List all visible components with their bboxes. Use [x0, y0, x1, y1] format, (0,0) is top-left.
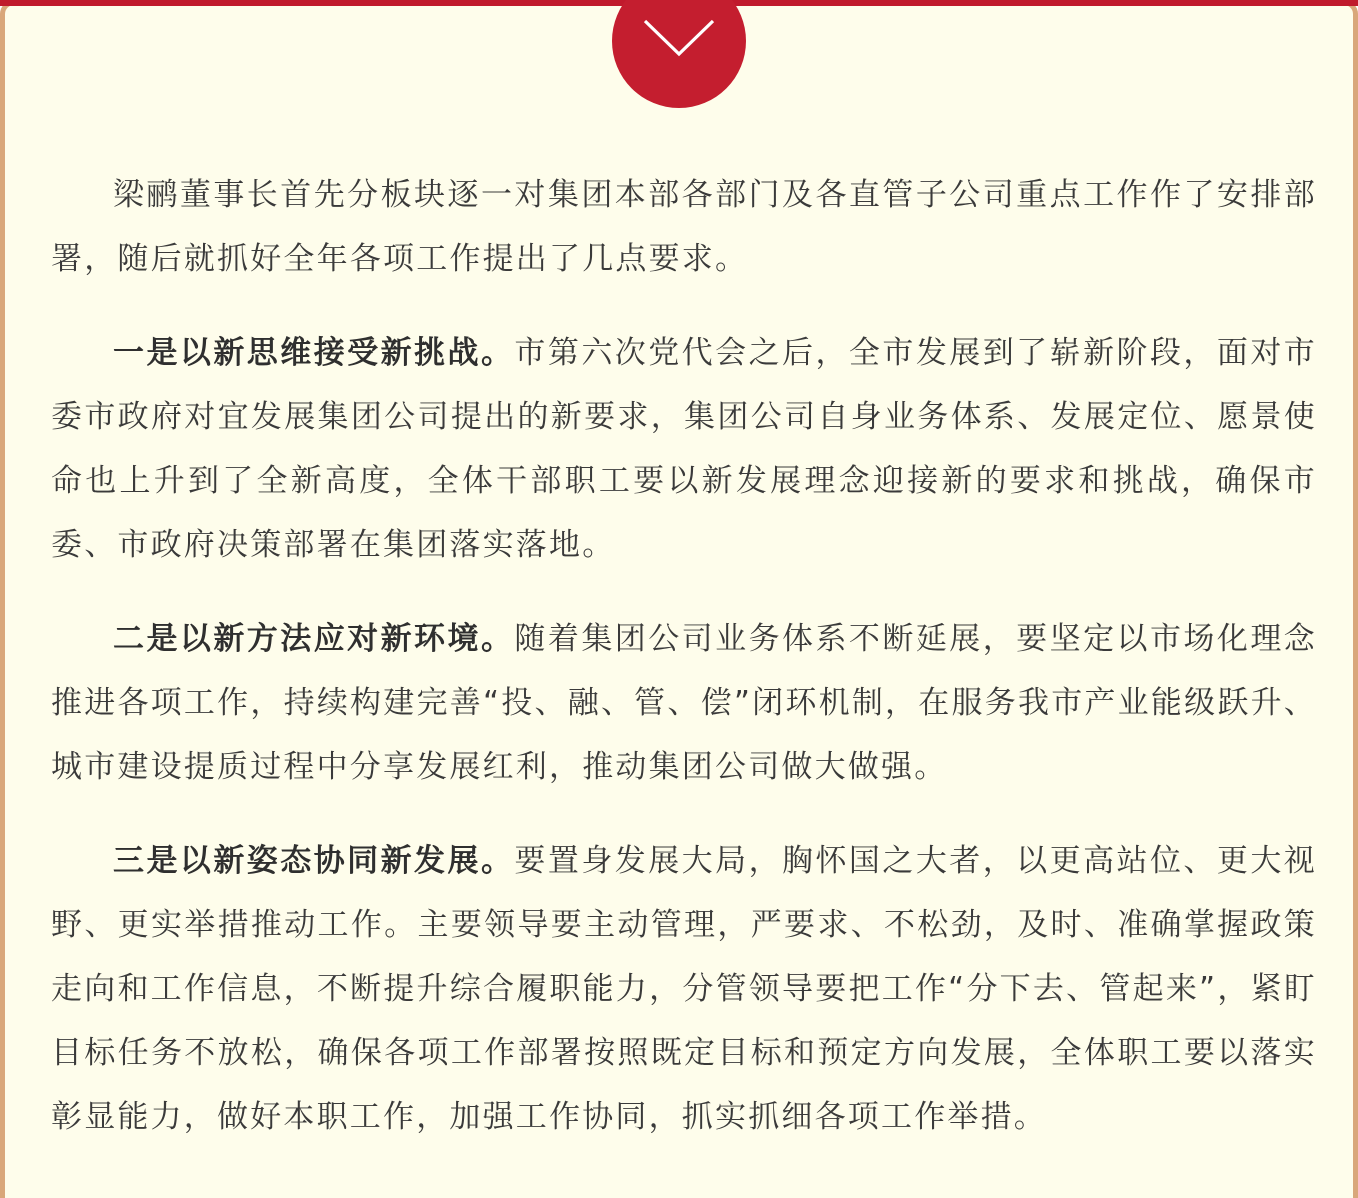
paragraph-point-two-text: 随着集团公司业务体系不断延展，要坚定以市场化理念推进各项工作，持续构建完善“投、融、管、偿”闭环机制，在服务我市产业能级跃升、城市建设提质过程中分享发展红利，推动集团公司做大做强。 — [51, 621, 1317, 785]
paragraph-point-three-lead: 三是以新姿态协同新发展。 — [113, 843, 515, 879]
paragraph-point-two-lead: 二是以新方法应对新环境。 — [113, 621, 515, 657]
paragraph-point-two — [51, 607, 1317, 799]
chevron-down-icon — [642, 18, 716, 58]
article-body — [51, 163, 1317, 1179]
paragraph-point-one-lead: 一是以新思维接受新挑战。 — [113, 335, 515, 371]
paragraph-intro — [51, 163, 1317, 291]
paragraph-point-one-text: 市第六次党代会之后，全市发展到了崭新阶段，面对市委市政府对宜发展集团公司提出的新要求，集团公司自身业务体系、发展定位、愿景使命也上升到了全新高度，全体干部职工要以新发展理念迎接新的要求和挑战，确保市委、市政府决策部署在集团落实落地。 — [51, 335, 1317, 563]
paragraph-point-three — [51, 829, 1317, 1149]
paragraph-point-one — [51, 321, 1317, 577]
paragraph-intro-text: 梁鹂董事长首先分板块逐一对集团本部各部门及各直管子公司重点工作作了安排部署，随后就抓好全年各项工作提出了几点要求。 — [51, 177, 1317, 277]
paragraph-point-three-text: 要置身发展大局，胸怀国之大者，以更高站位、更大视野、更实举措推动工作。主要领导要主动管理，严要求、不松劲，及时、准确掌握政策走向和工作信息，不断提升综合履职能力，分管领导要把工作“分下去、管起来”，紧盯目标任务不放松，确保各项工作部署按照既定目标和预定方向发展，全体职工要以落实彰显能力，做好本职工作，加强工作协同，抓实抓细各项工作举措。 — [51, 843, 1317, 1135]
